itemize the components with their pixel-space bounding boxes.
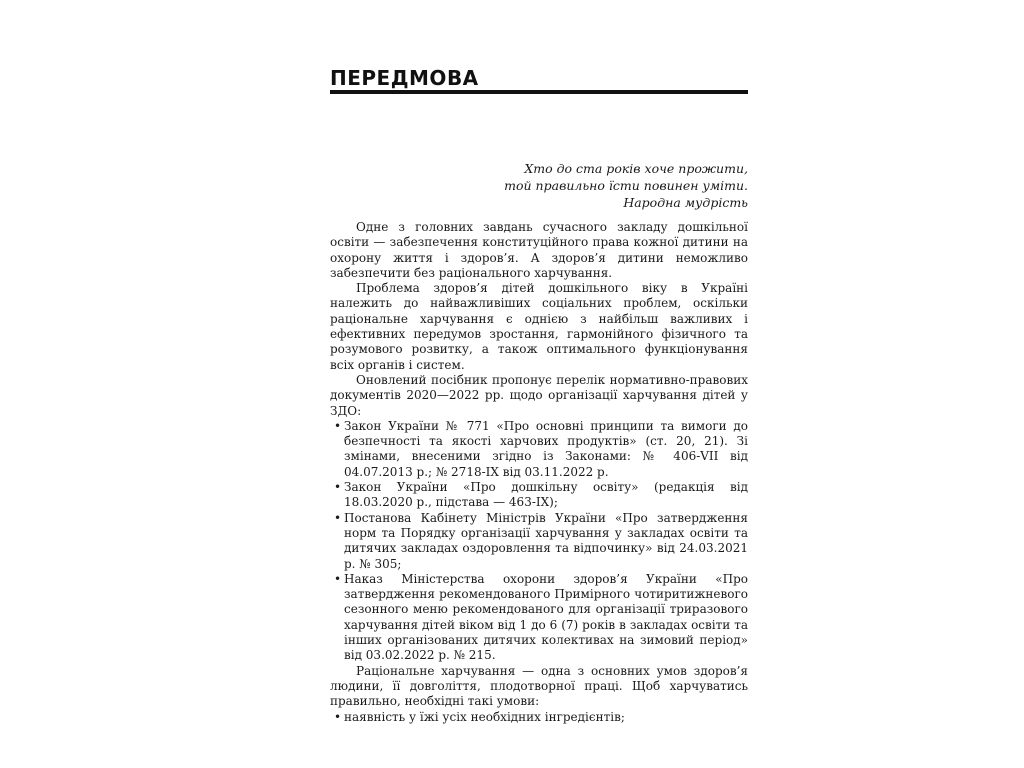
body-text <box>330 220 748 725</box>
bullet-icon: • <box>334 709 342 724</box>
documents-list <box>330 419 748 664</box>
conditions-list <box>330 710 748 725</box>
bullet-icon: • <box>334 480 342 495</box>
epigraph <box>504 160 748 211</box>
list-item <box>334 511 748 572</box>
bullet-icon: • <box>334 510 342 525</box>
list-item <box>334 419 748 480</box>
paragraph-intro: Одне з головних завдань сучасного закладу дошкільної освіти — забезпечення конституційного права кожної дитини на охорону життя і здоров’я. А здоров’я дитини неможливо забезпечити без раціонального харчування. <box>330 220 748 280</box>
document-item-text: Закон України «Про дошкільну освіту» (редакція від 18.03.2020 р., підстава — 463-IX); <box>344 480 748 510</box>
list-item <box>334 710 748 725</box>
bullet-icon: • <box>334 571 342 586</box>
epigraph-line-1: Хто до ста років хоче прожити, <box>524 161 748 176</box>
page-title: ПЕРЕДМОВА <box>330 66 479 90</box>
epigraph-source: Народна мудрість <box>623 195 748 210</box>
list-item <box>334 572 748 664</box>
epigraph-line-2: той правильно їсти повинен уміти. <box>504 178 748 193</box>
document-item-text: Наказ Міністерства охорони здоров’я України «Про затвердження рекомендованого Примірного чотиритижневого сезонного меню рекомендованого для організації триразового харчування дітей віком від 1 до 6 (7) років в закладах освіти та інших організованих дитячих колективах на зимовий період» від 03.02.2022 р. № 215. <box>344 571 748 663</box>
paragraph-problem: Проблема здоров’я дітей дошкільного віку в Україні належить до найважливіших соціальних проблем, оскільки раціональне харчування є однією з найбільш важливих і ефективних передумов зростання, гармонійного фізичного та розумового розвитку, а також оптимального функціонування всіх органів і систем. <box>330 281 748 372</box>
paragraph-documents-intro: Оновлений посібник пропонує перелік нормативно-правових документів 2020—2022 рр. щодо організації харчування дітей у ЗДО: <box>330 372 748 418</box>
paragraph-rational-nutrition: Раціональне харчування — одна з основних умов здоров’я людини, її довголіття, плодотворної праці. Щоб харчуватись правильно, необхідні такі умови: <box>330 663 748 709</box>
document-item-text: Закон України № 771 «Про основні принципи та вимоги до безпечності та якості харчових продуктів» (ст. 20, 21). Зі змінами, внесеними згідно із Законами: № 406-VII від 04.07.2013 р.; № 2718-IX від 03.11.2022 р. <box>344 418 748 479</box>
list-item <box>334 480 748 511</box>
bullet-icon: • <box>334 418 342 433</box>
title-underline <box>330 90 748 94</box>
condition-item-text: наявність у їжі усіх необхідних інгредієнтів; <box>344 709 625 724</box>
document-page <box>330 60 748 760</box>
document-item-text: Постанова Кабінету Міністрів України «Про затвердження норм та Порядку організації харчування у закладах освіти та дитячих закладах оздоровлення та відпочинку» від 24.03.2021 р. № 305; <box>344 510 748 571</box>
